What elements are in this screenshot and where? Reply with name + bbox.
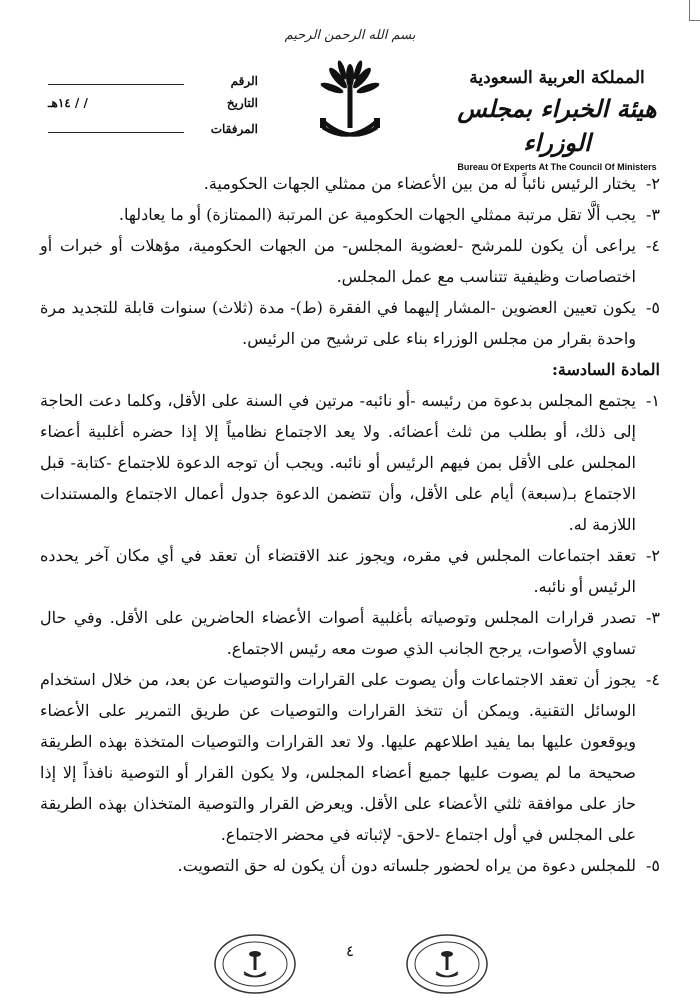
clause-b-3 — [40, 602, 660, 664]
clause-number: ٢- — [646, 546, 660, 565]
clause-text: يختار الرئيس نائباً له من بين الأعضاء من ممثلي الجهات الحكومية. — [203, 174, 636, 193]
document-body — [40, 168, 660, 881]
clause-text: يكون تعيين العضوين -المشار إليهما في الفقرة (ط)- مدة (ثلاث) سنوات قابلة للتجديد مرة واحدة بقرار من مجلس الوزراء بناء على ترشيح من الرئيس. — [40, 298, 636, 348]
clause-b-2 — [40, 540, 660, 602]
bureau-name-arabic: هيئة الخبراء بمجلس الوزراء — [457, 94, 657, 157]
bureau-name-english: Bureau Of Experts At The Council Of Ministers — [457, 162, 657, 172]
attachments-row — [48, 120, 258, 144]
basmala: بسم الله الرحمن الرحيم — [284, 28, 416, 43]
reference-line — [48, 72, 184, 85]
letterhead — [0, 0, 700, 172]
clause-text: يراعى أن يكون للمرشح -لعضوية المجلس- من الجهات الحكومية، مؤهلات أو خبرات أو اختصاصات وظيفية تتناسب مع عمل المجلس. — [40, 236, 636, 286]
attachments-label: المرفقات — [210, 122, 258, 136]
reference-label: الرقم — [230, 74, 258, 88]
attachments-line — [48, 120, 184, 133]
clause-a-2 — [40, 168, 660, 199]
clause-number: ٥- — [646, 856, 660, 875]
saudi-emblem-icon — [318, 58, 382, 150]
corner-mark — [689, 0, 700, 21]
article-heading: المادة السادسة: — [551, 360, 660, 379]
clause-a-3 — [40, 199, 660, 230]
clause-a-5 — [40, 292, 660, 354]
official-seal-icon — [404, 932, 490, 996]
clause-text: يجب ألَّا تقل مرتبة ممثلي الجهات الحكومية عن المرتبة (الممتازة) أو ما يعادلها. — [118, 205, 636, 224]
clause-b-5 — [40, 850, 660, 881]
clause-number: ٤- — [646, 236, 660, 255]
clause-text: يجوز أن تعقد الاجتماعات وأن يصوت على القرارات والتوصيات عن بعد، من خلال استخدام الوسائل التقنية. ويمكن أن تتخذ القرارات والتوصيات عن طريق التمرير على الأعضاء ويوقعون عليها بما يفيد اطلاعهم عليها. ولا تعد القرارات والتوصيات المتخذة بهذه الطريقة صحيحة ما لم يصوت عليها جميع أعضاء المجلس، ولا يكون القرار أو التوصية نافذاً إلا إذا حاز على موافقة ثلثي الأعضاء على الأقل. ويعرض القرار والتوصية المتخذان بهذه الطريقة على المجلس في أول اجتماع -لاحق- لإثباته في محضر الاجتماع. — [40, 670, 636, 844]
clause-number: ٣- — [646, 205, 660, 224]
clause-text: للمجلس دعوة من يراه لحضور جلساته دون أن يكون له حق التصويت. — [177, 856, 636, 875]
clause-text: تصدر قرارات المجلس وتوصياته بأغلبية أصوات الأعضاء الحاضرين على الأقل. وفي حال تساوي الأصوات، يرجح الجانب الذي صوت معه رئيس الاجتماع. — [40, 608, 636, 658]
clause-a-4 — [40, 230, 660, 292]
clause-number: ١- — [646, 391, 660, 410]
clause-b-4 — [40, 664, 660, 850]
clause-number: ٤- — [646, 670, 660, 689]
page-number: ٤ — [345, 942, 355, 960]
reference-row — [48, 72, 258, 96]
page-footer — [0, 930, 700, 1000]
reference-block — [48, 72, 258, 144]
clause-number: ٥- — [646, 298, 660, 317]
clause-number: ٣- — [646, 608, 660, 627]
clause-text: تعقد اجتماعات المجلس في مقره، ويجوز عند الاقتضاء أن تعقد في أي مكان آخر يحدده الرئيس أو نائبه. — [40, 546, 636, 596]
government-header — [432, 68, 682, 172]
date-value: / / ١٤هـ — [48, 96, 88, 110]
kingdom-name: المملكة العربية السعودية — [469, 68, 645, 88]
clause-number: ٢- — [646, 174, 660, 193]
clause-b-1 — [40, 385, 660, 540]
date-row — [48, 96, 258, 120]
clause-text: يجتمع المجلس بدعوة من رئيسه -أو نائبه- مرتين في السنة على الأقل، وكلما دعت الحاجة إلى ذلك، أو بطلب من ثلث أعضائه. ولا يعد الاجتماع نظامياً إلا إذا حضره أغلبية أعضاء المجلس على الأقل بمن فيهم الرئيس أو نائبه. ويجب أن توجه الدعوة للاجتماع -كتابة- قبل الاجتماع بـ(سبعة) أيام على الأقل، وأن تتضمن الدعوة جدول أعمال الاجتماع والمستندات اللازمة له. — [40, 391, 636, 534]
date-label: التاريخ — [226, 96, 258, 110]
official-seal-icon — [212, 932, 298, 996]
